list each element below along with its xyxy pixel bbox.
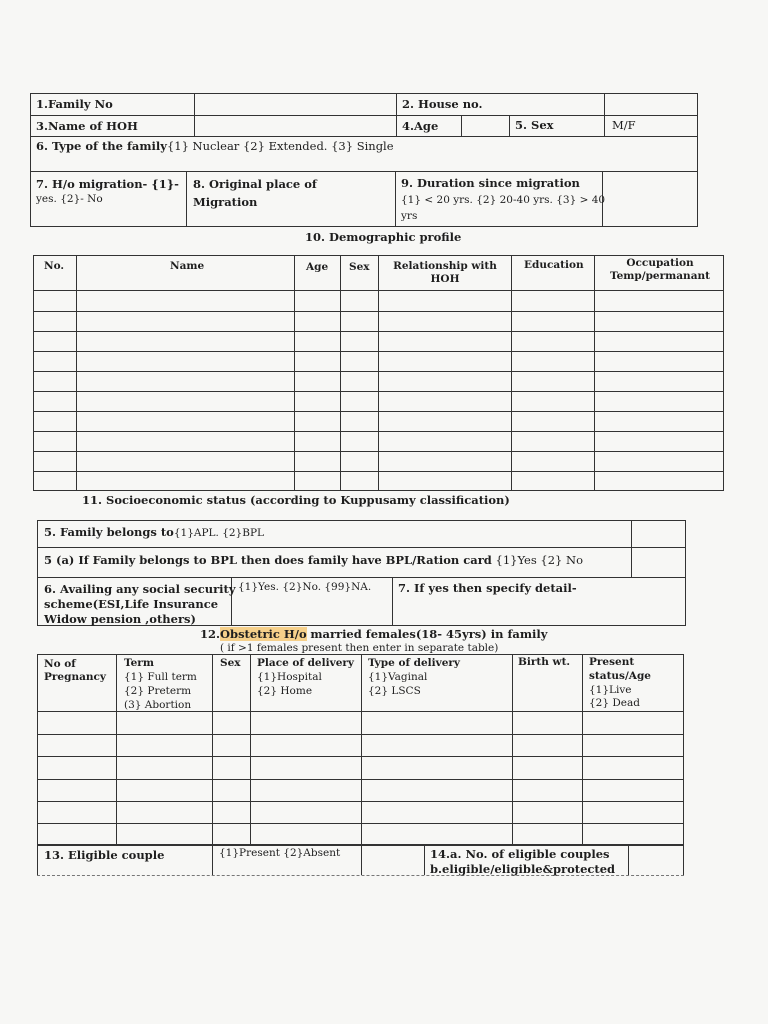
age-label: 4.Age (402, 119, 439, 133)
obstetric-title (200, 627, 547, 641)
social-security-label-3: Widow pension ,others) (44, 612, 196, 626)
col-term-opt1: {1} Full term (124, 671, 197, 683)
family-type-options: {1} Nuclear {2} Extended. {3} Single (166, 139, 394, 153)
original-place-label-2: Migration (193, 195, 258, 209)
col-birth-wt: Birth wt. (518, 656, 571, 668)
duration-options-2: yrs (401, 210, 418, 222)
demographic-title: 10. Demographic profile (305, 230, 462, 244)
socioeconomic-title: 11. Socioeconomic status (according to Kuppusamy classification) (82, 493, 510, 507)
bpl-card-options: {1}Yes {2} No (495, 553, 583, 567)
col-education: Education (524, 259, 584, 271)
col-present: Present (589, 656, 635, 668)
eligible-couple-label: 13. Eligible couple (44, 848, 165, 862)
eligible-couple-options: {1}Present {2}Absent (219, 847, 341, 859)
col-present-2: status/Age (589, 670, 651, 682)
col-sex-obst: Sex (220, 657, 241, 669)
obstetric-title-prefix: 12. (200, 627, 221, 641)
family-belongs-label: 5. Family belongs to (44, 525, 174, 539)
sex-value: M/F (612, 118, 636, 132)
original-place-label: 8. Original place of (193, 177, 317, 191)
col-type-opt2: {2} LSCS (368, 685, 421, 697)
migration-options: yes. {2}- No (36, 193, 103, 205)
col-no: No. (44, 260, 65, 272)
duration-options: {1} < 20 yrs. {2} 20-40 yrs. {3} > 40 (401, 194, 606, 206)
col-term-opt2: {2} Preterm (124, 685, 192, 697)
col-age: Age (306, 261, 329, 273)
eligible-count-label-2: b.eligible/eligible&protected (430, 862, 616, 876)
obstetric-title-suffix: married females(18- 45yrs) in family (310, 627, 548, 641)
col-present-opt1: {1}Live (589, 684, 632, 696)
obstetric-subtitle: ( if >1 females present then enter in separate table) (220, 642, 499, 654)
col-place-opt1: {1}Hospital (257, 671, 322, 683)
migration-label: 7. H/o migration- {1}- (36, 177, 179, 191)
family-belongs-options: {1}APL. {2}BPL (173, 527, 264, 539)
col-relationship: Relationship with HOH (393, 260, 497, 285)
bpl-card-label: 5 (a) If Family belongs to BPL then does family have BPL/Ration card (44, 553, 492, 567)
eligible-count-label-1: 14.a. No. of eligible couples (430, 847, 610, 861)
col-present-opt2: {2} Dead (589, 697, 640, 709)
social-security-options: {1}Yes. {2}No. {99}NA. (238, 581, 372, 593)
hoh-name-label: 3.Name of HOH (36, 119, 138, 133)
social-security-label-1: 6. Availing any social security (44, 582, 236, 596)
col-sex: Sex (349, 261, 370, 273)
family-belongs-row (44, 525, 264, 540)
col-no-of-pregnancy: No of Pregnancy (44, 658, 107, 683)
col-term: Term (124, 657, 154, 669)
col-place: Place of delivery (257, 657, 355, 669)
col-occupation: Occupation Temp/permanant (610, 257, 710, 282)
col-place-opt2: {2} Home (257, 685, 313, 697)
bpl-card-row (44, 553, 583, 567)
family-type-label: 6. Type of the family (36, 139, 167, 153)
obstetric-title-highlight: Obstetric H/o (220, 627, 307, 641)
family-no-label: 1.Family No (36, 97, 113, 111)
col-name: Name (170, 260, 205, 272)
sex-label: 5. Sex (515, 118, 554, 132)
col-type-opt1: {1}Vaginal (368, 671, 428, 683)
col-type: Type of delivery (368, 657, 461, 669)
duration-label: 9. Duration since migration (401, 176, 580, 190)
social-security-label-2: scheme(ESI,Life Insurance (44, 597, 219, 611)
col-term-opt3: (3} Abortion (124, 699, 192, 711)
house-no-label: 2. House no. (402, 97, 483, 111)
specify-detail-label: 7. If yes then specify detail- (398, 581, 577, 595)
family-type-row (36, 139, 394, 153)
